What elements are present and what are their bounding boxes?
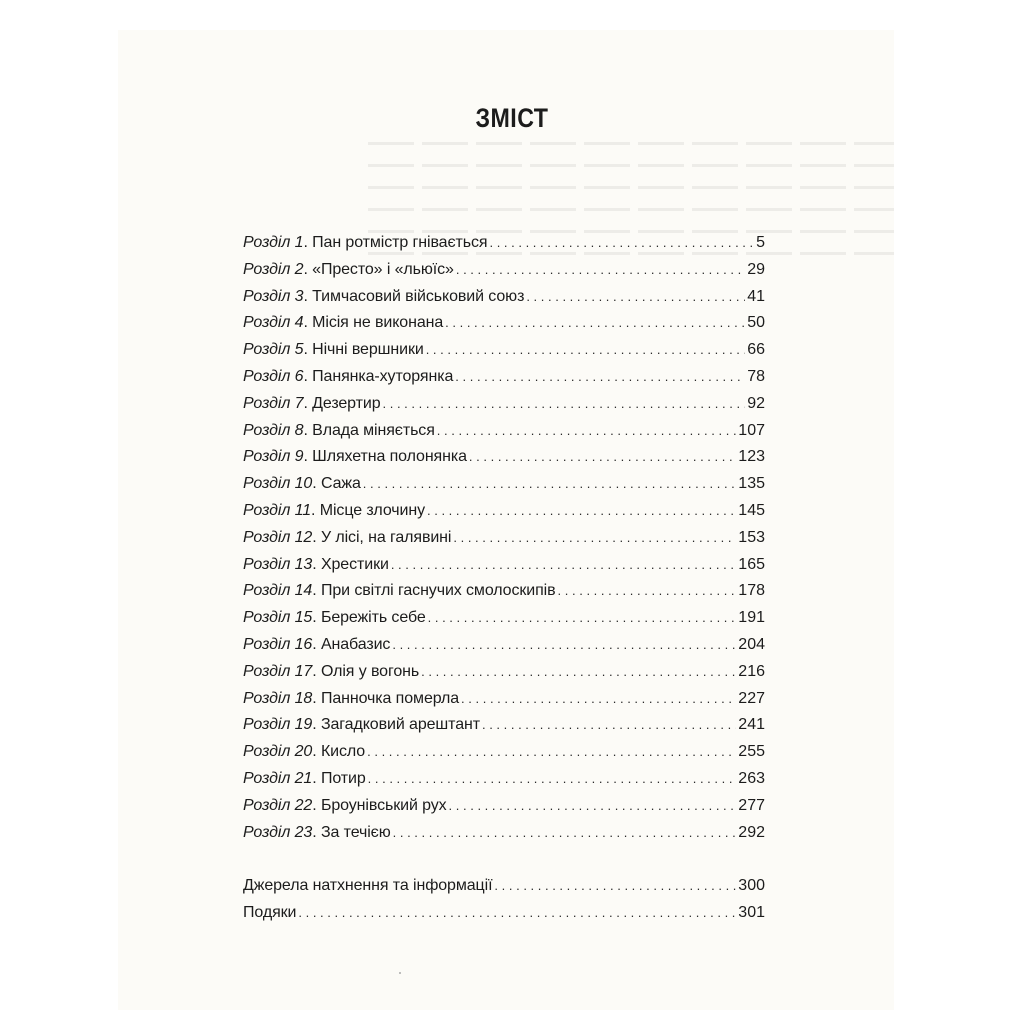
dot-leader <box>453 525 736 552</box>
entry-title: Броунівський рух <box>320 796 447 814</box>
page-number: 50 <box>747 314 765 332</box>
dot-leader <box>489 230 754 257</box>
page-number: 216 <box>738 662 765 680</box>
toc-extra-entry <box>243 900 765 927</box>
dot-leader <box>393 820 737 847</box>
entry-text <box>243 310 443 337</box>
chapter-separator: . <box>303 394 313 412</box>
chapter-label: Розділ 11 <box>243 501 312 519</box>
entry-text <box>243 766 366 793</box>
page-title: ЗМІСТ <box>475 103 549 133</box>
page-number: 29 <box>747 260 765 278</box>
toc-chapter-entry <box>243 391 765 418</box>
chapter-label: Розділ 12 <box>243 528 313 546</box>
page-number: 300 <box>738 877 765 895</box>
entry-text <box>243 739 365 766</box>
page-number: 263 <box>738 769 765 787</box>
chapter-separator: . <box>312 609 321 627</box>
entry-title: Сажа <box>320 475 361 493</box>
page-number: 123 <box>738 448 765 466</box>
toc-chapter-entry <box>243 766 765 793</box>
chapter-label: Розділ 19 <box>243 716 313 734</box>
chapter-label: Розділ 1 <box>243 234 304 251</box>
page-number: 66 <box>747 341 765 359</box>
dot-leader <box>437 418 737 445</box>
entry-text <box>243 284 524 311</box>
page-number: 178 <box>738 582 765 600</box>
entry-title: Кисло <box>320 743 366 761</box>
chapter-separator: . <box>312 555 321 573</box>
chapter-separator: . <box>312 743 321 761</box>
toc-chapter-entry <box>243 498 765 525</box>
entry-text <box>243 418 435 445</box>
entry-title: Панночка померла <box>320 689 460 707</box>
entry-title: За течією <box>320 823 391 841</box>
page-number: 191 <box>738 609 765 627</box>
entry-title: Тимчасовий військовий союз <box>312 287 525 305</box>
chapter-separator: . <box>312 689 321 707</box>
entry-text <box>243 605 426 632</box>
toc-chapter-entry <box>243 444 765 471</box>
toc-chapter-entry <box>243 364 765 391</box>
dot-leader <box>461 686 736 713</box>
entry-text <box>243 364 453 391</box>
dot-leader <box>427 498 736 525</box>
dot-leader <box>469 444 736 471</box>
toc-chapter-entry <box>243 605 765 632</box>
page-number: 107 <box>738 421 765 439</box>
chapter-label: Розділ 14 <box>243 582 313 600</box>
entry-text <box>243 257 454 284</box>
entry-title: Місія не виконана <box>312 314 444 332</box>
chapter-label: Розділ 9 <box>243 448 304 466</box>
page-number: 145 <box>738 501 765 519</box>
chapter-separator: . <box>303 421 313 439</box>
entry-text <box>243 552 389 579</box>
entry-text <box>243 498 425 525</box>
toc-chapter-entry <box>243 284 765 311</box>
entry-title: Олія у вогонь <box>320 662 420 680</box>
entry-title: Місце злочину <box>319 501 425 519</box>
page-number: 227 <box>738 689 765 707</box>
entry-title: Влада міняється <box>312 421 435 439</box>
entry-text <box>243 525 451 552</box>
toc-chapter-entry <box>243 659 765 686</box>
chapter-separator: . <box>312 796 321 814</box>
entry-title: Панянка-хуторянка <box>312 367 454 385</box>
chapter-separator: . <box>311 501 320 519</box>
dot-leader <box>383 391 746 418</box>
entry-text <box>243 712 480 739</box>
dot-leader <box>449 793 737 820</box>
chapter-separator: . <box>303 260 313 278</box>
dot-leader <box>455 364 745 391</box>
dot-leader <box>426 337 746 364</box>
entry-title: «Престо» і «льюїс» <box>312 260 454 278</box>
page-number: 165 <box>738 555 765 573</box>
toc-chapter-entry <box>243 525 765 552</box>
dot-leader <box>298 900 736 927</box>
page-number: 292 <box>738 823 765 841</box>
dot-leader <box>456 257 745 284</box>
chapter-separator: . <box>303 341 313 359</box>
entry-title: Пан ротмістр гнівається <box>312 234 488 251</box>
toc-chapter-entry <box>243 471 765 498</box>
page-number: 301 <box>738 904 765 922</box>
entry-text <box>243 337 424 364</box>
chapter-label: Розділ 3 <box>243 287 304 305</box>
toc-chapter-entry <box>243 418 765 445</box>
dot-leader <box>421 659 736 686</box>
chapter-label: Розділ 18 <box>243 689 313 707</box>
entry-text <box>243 391 381 418</box>
entry-title: Анабазис <box>320 635 391 653</box>
chapter-label: Розділ 8 <box>243 421 304 439</box>
chapter-separator: . <box>312 475 321 493</box>
entry-text <box>243 230 487 257</box>
toc-chapter-entry <box>243 739 765 766</box>
page-number: 92 <box>747 394 765 412</box>
dot-leader <box>482 712 736 739</box>
page-number: 5 <box>756 234 765 251</box>
toc-chapter-entry <box>243 552 765 579</box>
dot-leader <box>494 873 736 900</box>
toc-chapter-entry <box>243 578 765 605</box>
dot-leader <box>428 605 737 632</box>
entry-text <box>243 820 391 847</box>
page-number: 41 <box>747 287 765 305</box>
toc-chapter-entry <box>243 230 765 257</box>
entry-title: Шляхетна полонянка <box>312 448 467 466</box>
chapter-separator: . <box>312 716 321 734</box>
entry-title: Дезертир <box>312 394 381 412</box>
toc-chapter-entry <box>243 632 765 659</box>
chapter-label: Розділ 17 <box>243 662 313 680</box>
entry-title: Джерела натхнення та інформації <box>243 877 493 895</box>
page-number: 204 <box>738 635 765 653</box>
entry-text <box>243 632 390 659</box>
chapter-separator: . <box>303 287 313 305</box>
page-number: 241 <box>738 716 765 734</box>
chapter-label: Розділ 23 <box>243 823 313 841</box>
chapter-separator: . <box>312 635 321 653</box>
table-of-contents <box>243 230 765 927</box>
entry-title: Нічні вершники <box>312 341 424 359</box>
chapter-separator: . <box>312 528 321 546</box>
page-number: 277 <box>738 796 765 814</box>
chapter-label: Розділ 2 <box>243 260 304 278</box>
entry-title: При світлі гаснучих смолоскипів <box>320 582 556 600</box>
chapter-label: Розділ 6 <box>243 367 304 385</box>
chapter-label: Розділ 15 <box>243 609 313 627</box>
chapter-separator: . <box>303 234 313 251</box>
chapter-separator: . <box>312 823 321 841</box>
chapter-label: Розділ 4 <box>243 314 304 332</box>
entry-text <box>243 471 361 498</box>
page-number: 255 <box>738 743 765 761</box>
dot-leader <box>526 284 745 311</box>
dot-leader <box>368 766 737 793</box>
paper-speck <box>399 972 401 974</box>
entry-title: Подяки <box>243 904 297 922</box>
chapter-separator: . <box>312 582 321 600</box>
entry-title: У лісі, на галявині <box>320 528 452 546</box>
toc-chapter-entry <box>243 337 765 364</box>
chapter-label: Розділ 13 <box>243 555 313 573</box>
chapter-label: Розділ 21 <box>243 769 313 787</box>
toc-extra-entry <box>243 873 765 900</box>
entry-text <box>243 659 419 686</box>
entry-text <box>243 578 556 605</box>
entry-text <box>243 686 459 713</box>
chapter-label: Розділ 22 <box>243 796 313 814</box>
dot-leader <box>363 471 737 498</box>
chapter-label: Розділ 20 <box>243 743 313 761</box>
toc-chapter-entry <box>243 310 765 337</box>
entry-text <box>243 793 447 820</box>
page-number: 153 <box>738 528 765 546</box>
toc-chapter-entry <box>243 257 765 284</box>
entry-title: Потир <box>320 769 366 787</box>
toc-chapter-entry <box>243 820 765 847</box>
dot-leader <box>392 632 736 659</box>
page-number: 78 <box>747 367 765 385</box>
dot-leader <box>558 578 737 605</box>
chapter-label: Розділ 7 <box>243 394 304 412</box>
toc-chapter-entry <box>243 712 765 739</box>
chapter-label: Розділ 16 <box>243 635 313 653</box>
chapter-label: Розділ 5 <box>243 341 304 359</box>
entry-title: Загадковий арештант <box>320 716 480 734</box>
entry-text <box>243 873 492 900</box>
entry-title: Бережіть себе <box>320 609 426 627</box>
dot-leader <box>367 739 736 766</box>
chapter-separator: . <box>303 314 313 332</box>
entry-text <box>243 444 467 471</box>
chapter-separator: . <box>312 769 321 787</box>
page-number: 135 <box>738 475 765 493</box>
dot-leader <box>391 552 736 579</box>
chapter-separator: . <box>303 448 313 466</box>
toc-chapter-entry <box>243 686 765 713</box>
chapter-separator: . <box>312 662 321 680</box>
entry-title: Хрестики <box>320 555 389 573</box>
toc-chapter-entry <box>243 793 765 820</box>
dot-leader <box>445 310 745 337</box>
chapter-label: Розділ 10 <box>243 475 313 493</box>
entry-text <box>243 900 296 927</box>
chapter-separator: . <box>303 367 313 385</box>
